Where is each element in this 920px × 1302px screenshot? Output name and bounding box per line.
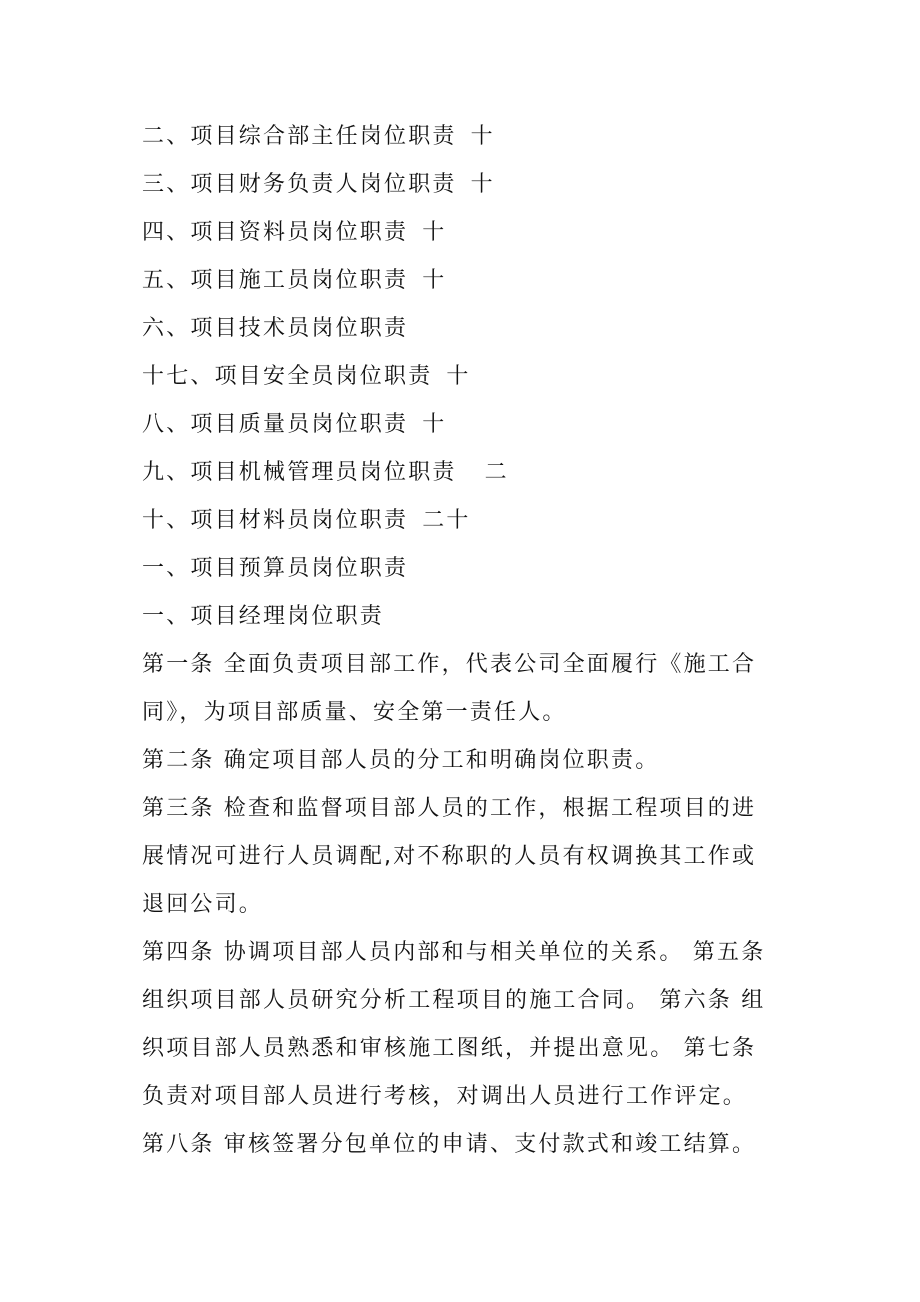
toc-entry-page: 十 <box>422 220 447 245</box>
paragraph-line: 负责对项目部人员进行考核，对调出人员进行工作评定。 <box>142 1084 748 1109</box>
toc-entry <box>142 545 792 593</box>
toc-entry-page: 十 <box>446 364 471 389</box>
toc-entry-title: 九、项目机械管理员岗位职责 <box>142 460 457 485</box>
paragraph-line: 展情况可进行人员调配,对不称职的人员有权调换其工作或 <box>142 844 757 869</box>
toc-entry-title: 五、项目施工员岗位职责 <box>142 268 409 293</box>
toc-entry <box>142 209 792 257</box>
paragraph-line: 第一条 全面负责项目部工作，代表公司全面履行《施工合 <box>142 652 757 677</box>
paragraph-articles-4-7 <box>142 929 792 1121</box>
toc-entry <box>142 353 792 401</box>
toc-entry-title: 一、项目预算员岗位职责 <box>142 556 409 581</box>
toc-entry-title: 二、项目综合部主任岗位职责 <box>142 124 457 149</box>
paragraph-line: 退回公司。 <box>142 892 264 917</box>
paragraph-line: 同》，为项目部质量、安全第一责任人。 <box>142 700 567 725</box>
toc-entry-page: 十 <box>422 268 447 293</box>
paragraph-article-2 <box>142 737 792 785</box>
toc-entry <box>142 497 792 545</box>
paragraph-article-1 <box>142 641 792 737</box>
toc-entry-page: 十 <box>470 124 495 149</box>
paragraph-line: 织项目部人员熟悉和审核施工图纸，并提出意见。 第七条 <box>142 1036 757 1061</box>
toc-entry-title: 八、项目质量员岗位职责 <box>142 412 409 437</box>
toc-entry-title: 三、项目财务负责人岗位职责 <box>142 172 457 197</box>
document-page <box>142 113 792 1169</box>
paragraph-article-8 <box>142 1121 792 1169</box>
toc-entry-title: 四、项目资料员岗位职责 <box>142 220 409 245</box>
paragraph-line: 组织项目部人员研究分析工程项目的施工合同。 第六条 组 <box>142 988 766 1013</box>
toc-entry-page: 二十 <box>422 508 471 533</box>
toc-entry <box>142 257 792 305</box>
toc-entry-page: 十 <box>470 172 495 197</box>
paragraph-line: 第八条 审核签署分包单位的申请、支付款式和竣工结算。 <box>142 1132 757 1157</box>
toc-entry <box>142 401 792 449</box>
toc-entry <box>142 305 792 353</box>
section-heading: 一、项目经理岗位职责 <box>142 604 385 629</box>
paragraph-line: 第三条 检查和监督项目部人员的工作，根据工程项目的进 <box>142 796 757 821</box>
toc-entry <box>142 449 792 497</box>
toc-entry-title: 十、项目材料员岗位职责 <box>142 508 409 533</box>
toc-entry-page: 十 <box>422 412 447 437</box>
paragraph-line: 第四条 协调项目部人员内部和与相关单位的关系。 第五条 <box>142 940 766 965</box>
toc-entry-title: 十七、项目安全员岗位职责 <box>142 364 433 389</box>
toc-entry-title: 六、项目技术员岗位职责 <box>142 316 409 341</box>
paragraph-line: 第二条 确定项目部人员的分工和明确岗位职责。 <box>142 748 660 773</box>
toc-entry <box>142 113 792 161</box>
toc-entry-page: 二 <box>484 460 509 485</box>
toc-entry <box>142 161 792 209</box>
paragraph-article-3 <box>142 785 792 929</box>
